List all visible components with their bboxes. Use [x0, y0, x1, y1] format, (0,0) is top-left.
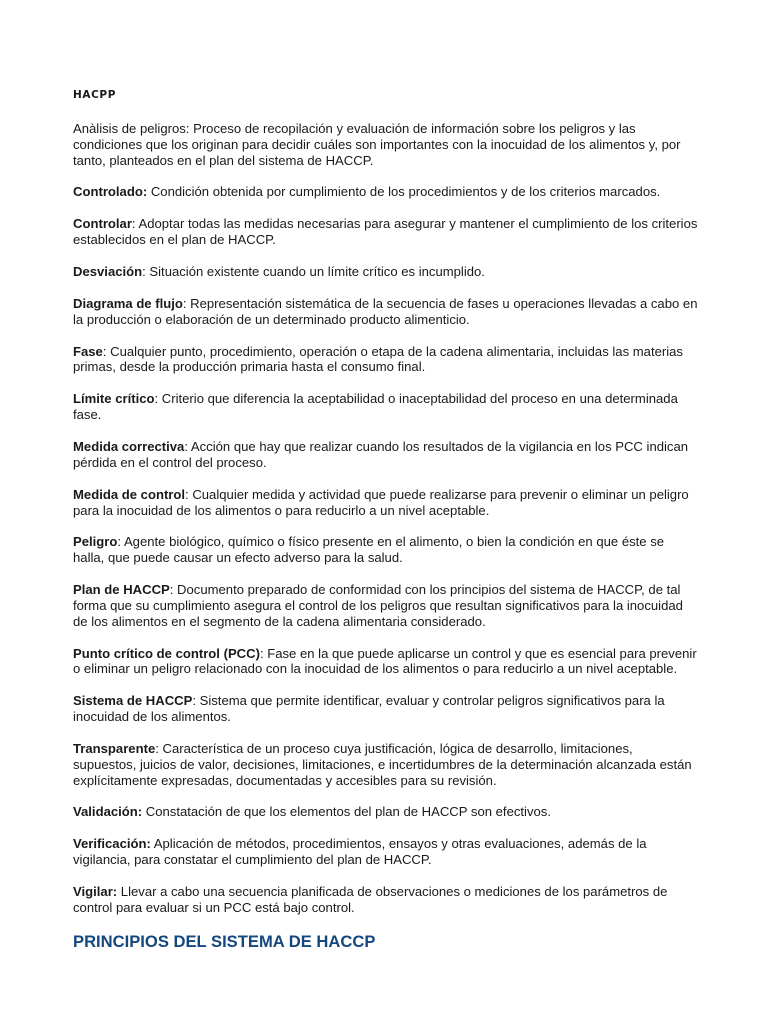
definition-term: Transparente	[73, 740, 156, 756]
definition-term: Límite crítico	[73, 391, 155, 407]
definition-term: Medida de control	[73, 486, 186, 502]
definition-punto-critico-de-control	[73, 646, 698, 678]
definition-text: : Acción que hay que realizar cuando los resultados de la vigilancia en los PCC indican pérdida en el control del proceso.	[73, 439, 689, 470]
definition-transparente	[73, 741, 698, 788]
definition-term: Plan de HACCP	[73, 582, 170, 598]
definition-sistema-de-haccp	[73, 693, 698, 725]
definition-term: Sistema de HACCP	[73, 693, 193, 709]
definition-text: : Representación sistemática de la secuencia de fases u operaciones llevadas a cabo en la producción o elaboración de un determinado producto alimenticio.	[73, 295, 698, 327]
definition-peligro	[73, 534, 698, 566]
definition-desviacion	[73, 264, 698, 280]
definition-diagrama-de-flujo	[73, 296, 698, 328]
definition-term: Medida correctiva	[73, 439, 185, 455]
definition-text: : Cualquier punto, procedimiento, operación o etapa de la cadena alimentaria, incluidas las materias primas, desde la producción primaria hasta el consumo final.	[73, 343, 683, 375]
definition-term: Punto crítico de control (PCC)	[73, 645, 260, 661]
definition-text: Aplicación de métodos, procedimientos, ensayos y otras evaluaciones, además de la vigilancia, para constatar el cumplimiento del plan de HACCP.	[73, 836, 647, 868]
definition-text: Constatación de que los elementos del plan de HACCP son efectivos.	[142, 804, 551, 820]
definition-fase	[73, 344, 698, 376]
definition-text: : Fase en la que puede aplicarse un control y que es esencial para prevenir o eliminar un peligro relacionado con la inocuidad de los alimentos o para reducirlo a un nivel aceptable.	[73, 645, 697, 677]
section-heading: PRINCIPIOS DEL SISTEMA DE HACCP	[73, 931, 376, 951]
definition-text: : Documento preparado de conformidad con los principios del sistema de HACCP, de tal forma que su cumplimiento asegura el control de los peligros que resultan significativos para la inocuidad de los alimentos en el segmento de la cadena alimentaria considerado.	[73, 582, 683, 629]
definition-term: Verificación:	[73, 836, 151, 852]
definition-validacion	[73, 804, 698, 820]
definition-text: : Sistema que permite identificar, evaluar y controlar peligros significativos para la inocuidad de los alimentos.	[73, 693, 665, 725]
definition-term: Vigilar:	[73, 884, 118, 899]
definition-term: Peligro	[73, 534, 118, 550]
intro-paragraph: Anàlisis de peligros: Proceso de recopilación y evaluación de información sobre los peligros y las condiciones que los originan para decidir cuáles son importantes con la inocuidad de los alimentos y, por tanto, planteados en el plan del sistema de HACCP.	[73, 121, 681, 168]
definition-text: Llevar a cabo una secuencia planificada de observaciones o mediciones de los parámetros de control para evaluar si un PCC está bajo control.	[73, 884, 668, 915]
definition-limite-critico	[73, 391, 698, 423]
definition-vigilar	[73, 884, 698, 916]
document-title: HACPP	[73, 89, 117, 101]
definition-text: : Criterio que diferencia la aceptabilidad o inaceptabilidad del proceso en una determinada fase.	[73, 391, 678, 423]
definition-term: Desviación	[73, 264, 143, 280]
definition-controlado	[73, 184, 698, 200]
definition-verificacion	[73, 836, 698, 868]
definition-text: : Cualquier medida y actividad que puede realizarse para prevenir o eliminar un peligro para la inocuidad de los alimentos o para reducirlo a un nivel aceptable.	[73, 486, 689, 518]
definition-medida-de-control	[73, 487, 698, 519]
definition-text: : Agente biológico, químico o físico presente en el alimento, o bien la condición en que éste se halla, que puede causar un efecto adverso para la salud.	[73, 534, 665, 566]
definition-medida-correctiva	[73, 439, 698, 471]
definition-term: Fase	[73, 343, 103, 359]
definition-text: : Situación existente cuando un límite crítico es incumplido.	[142, 264, 485, 280]
definition-term: Diagrama de flujo	[73, 295, 183, 311]
definition-text: Condición obtenida por cumplimiento de los procedimientos y de los criterios marcados.	[147, 184, 661, 200]
definition-text: : Característica de un proceso cuya justificación, lógica de desarrollo, limitaciones, supuestos, juicios de valor, decisiones, limitaciones, e incertidumbres de la determinación alcanzada están explícitamente expresadas, documentadas y accesibles para su revisión.	[73, 740, 692, 788]
definition-term: Validación:	[73, 804, 143, 820]
definition-controlar	[73, 216, 698, 248]
definition-term: Controlar	[73, 216, 132, 232]
definition-plan-de-haccp	[73, 582, 698, 629]
definition-text: : Adoptar todas las medidas necesarias para asegurar y mantener el cumplimiento de los criterios establecidos en el plan de HACCP.	[73, 216, 698, 248]
definition-term: Controlado:	[73, 184, 148, 200]
